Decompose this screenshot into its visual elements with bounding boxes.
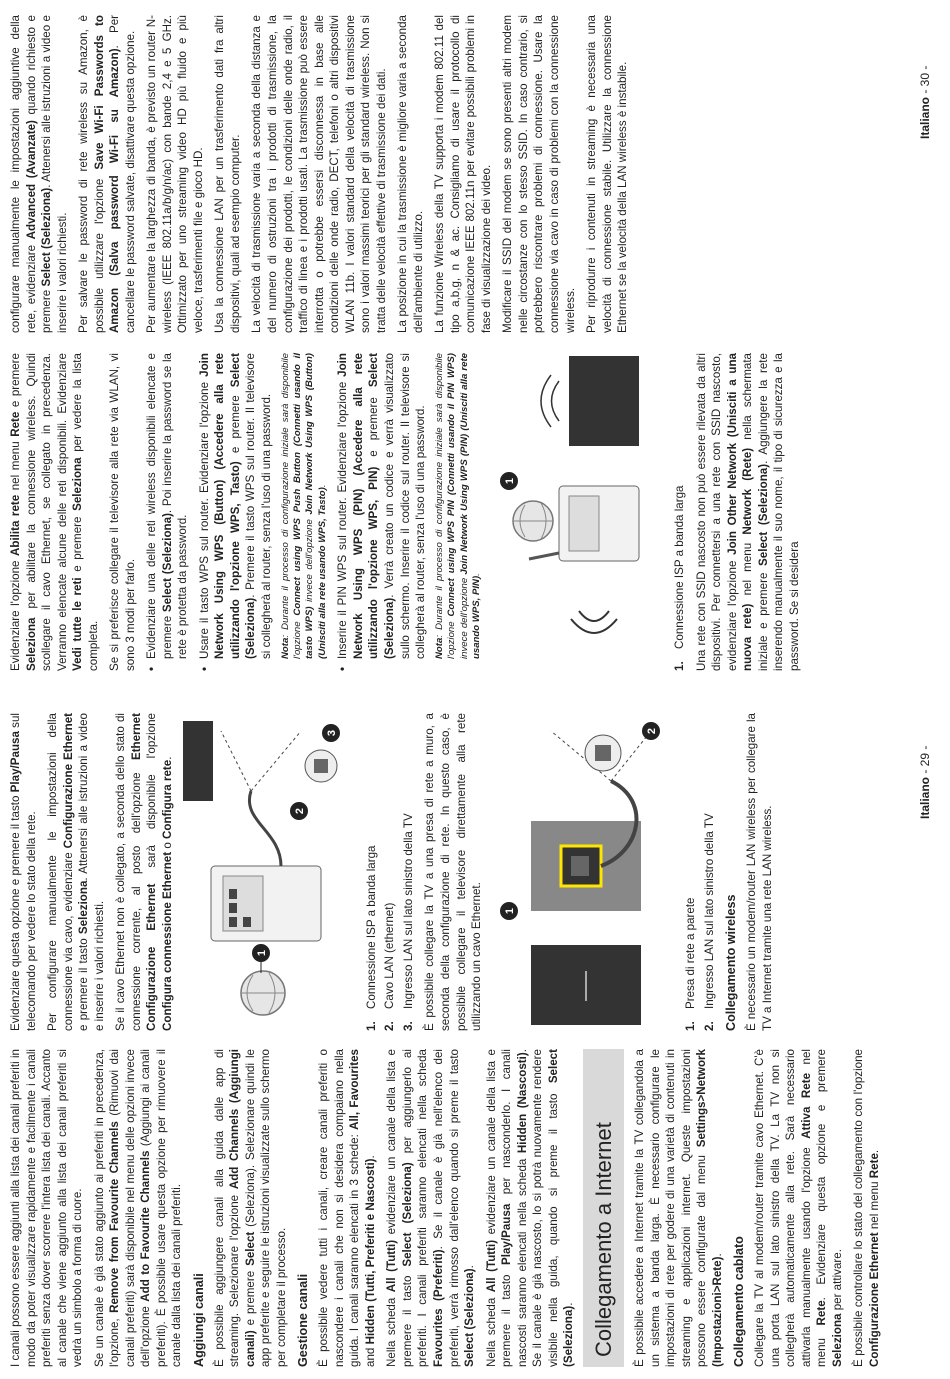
paragraph: Evidenziare questa opzione e premere il tasto Play/Pausa sul telecomando per vedere lo stato della rete. [9,713,38,1031]
paragraph: È possibile vedere tutti i canali, creare canali preferiti o nascondere i canali che non si desidera compaiano nella guida. I canali saranno elencati in 3 schede: All, Favourites and Hidden (Tutti, Preferiti e Nascosti). [317,1049,377,1367]
paragraph: Nella scheda All (Tutti) evidenziare un canale della lista e premere il tasto Play/Pausa per nasconderlo. I canali nascosti saranno elencati nella scheda Hidden (Nascosti). Se il canale è già nascosto, lo si potrà nuovamente rendere visibile nella guida, quando si preme il tasto Select (Seleziona). [484,1048,576,1367]
page-number-29: Italiano - 29 - [918,745,932,819]
paragraph: Evidenziare l'opzione Abilita rete nel menu Rete e premere Seleziona per abilitare la connessione wireless. Quindi scollegare il cavo Ethernet, se collegato in precedenza. Verranno elencate alcune delle reti disponibili. Evidenziare Vedi tutte le reti e premere Seleziona per vedere la lista completa. [9,353,100,671]
paragraph: I canali possono essere aggiunti alla lista dei canali preferiti in modo da poter visualizzare rapidamente e facilmente i canali preferiti senza dover scorrere l'intera lista dei canali. Accanto al canale che viene aggiunto alla lista dei canali preferiti si vedrà un simbolo a forma di cuore. [9,1049,85,1367]
svg-text:1: 1 [504,477,517,485]
callout-2-icon [290,802,308,820]
heading-collegamento-wireless: Collegamento wireless [724,894,739,1031]
list-item: • Evidenziare una delle reti wireless disponibili elencate e premere Select (Seleziona). Poi inserire la password se la rete è protetta da password. [144,353,191,671]
wall-legend-list [683,713,717,1031]
paragraph: Se il cavo Ethernet non è collegato, a seconda dello stato di connessione corrente, al posto dell'opzione Ethernet Configurazione Ethernet sarà disponibile l'opzione Configura connessione Ethernet o Configura rete. [114,712,174,1031]
callout-1-icon [252,944,270,973]
paragraph: È possibile aggiungere canali alla guida dalle app di streaming. Selezionare l'opzione Add Channels (Aggiungi canali) e premere Select (Seleziona). Selezionare quindi le app preferite e seguire le istruzioni visualizzate sullo schermo per completare il processo. [212,1048,288,1367]
paragraph: Nella scheda All (Tutti) evidenziare un canale della lista e premere il tasto Select (Seleziona) per aggiungerlo ai preferiti. I canali preferiti saranno elencati nella scheda Favourites (Preferiti). Se il canale è già nell'elenco dei preferiti, verrà rimosso dall'elenco quando si preme il tasto Select (Seleziona). [385,1048,477,1367]
svg-text:2: 2 [294,807,307,815]
paragraph: Per salvare le password di rete wireless su Amazon, è possibile utilizzare l'opzione Save Wi-Fi Passwords to Amazon (Salva password Wi-Fi su Amazon). Per cancellare le password salvate, disattivare questa opzione. [77,14,137,333]
column-3 [8,353,808,671]
section-banner: Collegamento a Internet [583,1049,624,1367]
tv-icon [569,356,639,446]
list-item: 1.Connessione ISP a banda larga [672,485,686,671]
paragraph: La posizione in cui la trasmissione è migliore varia a seconda dell'ambiente di utilizzo. [396,15,425,333]
list-item: • Inserire il PIN WPS sul router. Evidenziare l'opzione Join Network Using WPS (PIN) (Accedere alla rete utilizzando l'opzione WPS, PIN) e premere Select (Seleziona). Verrà creato un codice e verrà visualizzato sullo schermo. Inserire il codice sul router. Il televisore si collegherà al router, senza l'uso di una password. Nota: Durante il processo di configurazione iniziale sarà disponibile l'opzione Connect using WPS PIN (Connetti usando il PIN WPS) invece dell'opzione Join Network Using WPS (PIN) (Unisciti alla rete usando WPS, PIN). [335,353,483,671]
svg-text:1: 1 [503,907,516,915]
paragraph: È possibile accedere a Internet tramite la TV collegandola a un sistema a banda larga. È necessario configurare le impostazioni di rete per godere di una varietà di contenuti in streaming e applicazioni internet. Queste impostazioni possono essere configurate dal menu Settings>Network (Impostazioni>Rete). [633,1049,724,1367]
callout-2-icon [642,722,660,740]
page-number-30: Italiano - 30 - [918,65,932,139]
paragraph: Usa la connessione LAN per un trasferimento dati fra altri dispositivi, quali ad esempio computer. [213,15,242,333]
list-item: 1.Presa di rete a parete [684,897,698,1031]
paragraph: Per aumentare la larghezza di banda, è previsto un router N-wireless (IEEE 802.11a/b/g/n/ac) con bande 2,4 e 5 GHz. Ottimizzato per uno streaming video HD più fluido e più veloce, trasferimenti file e gioco HD. [145,15,205,333]
column-2 [8,713,781,1031]
lan-port-icon [305,750,337,782]
wall-diagram-svg [491,713,671,1031]
globe-icon [241,971,285,1015]
list-item: • Usare il tasto WPS sul router. Evidenziare l'opzione Join Network Using WPS (Button) (Accedere alla rete utilizzando l'opzione WPS, Tasto) e premere Select (Seleziona). Premere il tasto WPS sul router. Il televisore si collegherà al router, senza l'uso di una password. Nota: Durante il processo di configurazione iniziale sarà disponibile l'opzione Connect using WPS Push Button (Connetti usando il tasto WPS) invece dell'opzione Join Network Using WPS (Button) (Unisciti alla rete usando WPS, Tasto). [197,353,330,671]
list-item: 2.Ingresso LAN sul lato sinistro della TV [702,813,716,1031]
lan-cable-icon [221,731,301,866]
column-4 [8,15,637,333]
globe-icon [513,501,553,541]
note: Nota: Durante il processo di configurazione iniziale sarà disponibile l'opzione Connect using WPS Push Button (Connetti usando il tasto WPS) invece dell'opzione Join Network Using WPS (Button) (Unisciti alla rete usando WPS, Tasto). [279,353,328,659]
heading-collegamento-cablato: Collegamento cablato [732,1236,747,1367]
wireless-connection-diagram [489,353,664,671]
wlan-methods-list [144,353,483,671]
list-item: 1.Connessione ISP a banda larga [364,845,378,1031]
paragraph: È possibile controllare lo stato del collegamento con l'opzione Configurazione Ethernet nel menu Rete. [852,1049,881,1367]
paragraph: Se un canale è già stato aggiunto ai preferiti in precedenza, l'opzione, Remove from Favourite Channels (Rimuovi dai canali preferiti) sarà disponibile nel menu delle opzioni invece dell'opzione Add to Favourite Channels (Aggiungi ai canali preferiti). È possibile usare questa opzione per rimuovere il canale dalla lista dei canali preferiti. [92,1049,184,1367]
paragraph: configurare manualmente le impostazioni aggiuntive della rete, evidenziare Advanced (Avanzate) quando richiesto e premere Select (Seleziona). Attenersi alle istruzioni a video e inserire i valori richiesti. [9,15,69,333]
svg-text:3: 3 [326,729,339,737]
wired-legend-list [364,713,417,1031]
paragraph: La velocità di trasmissione varia a seconda della distanza e del numero di ostruzioni tra i prodotti di trasmissione, la configurazione dei prodotti, le condizioni delle onde radio, il traffico di linea e i prodotti usati. La trasmissione può essere interrotta o potrebbe essersi disconnessa in base alle condizioni delle onde radio, DECT, telefoni o altri dispositivi WLAN 11b. I valori standard della velocità di trasmissione sono i valori massimi teorici per gli standard wireless. Non si tratta delle velocità effettive di trasmissione dei dati. [250,15,388,333]
tv-icon [531,945,641,1025]
wireless-legend-list [672,353,688,671]
paragraph: Collegare la TV al modem/router tramite cavo Ethernet. C'è una porta LAN sul lato sinistro della TV. La TV non si collegherà automaticamente alla rete. Sarà necessario attivarla manualmente usando l'opzione Attiva Rete nel menu Rete. Evidenziare questa opzione e premere Seleziona per attivare. [753,1049,844,1367]
router-icon [211,866,321,941]
wall-socket-icon [531,821,641,911]
wall-socket-diagram [491,713,676,1031]
list-item: 2.Cavo LAN (ethernet) [383,902,397,1031]
svg-text:2: 2 [645,727,658,735]
wired-diagram-svg [181,713,351,1031]
svg-text:1: 1 [256,949,269,957]
wired-connection-diagram [181,713,356,1031]
heading-gestione-canali: Gestione canali [296,1273,311,1367]
tv-icon [183,721,213,801]
paragraph: Una rete con SSID nascosto non può essere rilevata da altri dispositivi. Per connettersi a una rete con SSID nascosto, evidenziare l'opzione Join Other Network (Unisciti a una nuova rete) nel menu Network (Rete) nella schermata iniziale e premere Select (Seleziona). Aggiungere la rete inserendo manualmente il suo nome, il tipo di sicurezza e la password. Se si desidera [694,352,801,671]
paragraph: La funzione Wireless della TV supporta i modem 802.11 del tipo a,b,g, n & ac. Consigliamo di usare il protocollo di comunicazione IEEE 802.11n per evitare possibili problemi in fase di visualizzazione dei video. [433,15,493,333]
note: Nota: Durante il processo di configurazione iniziale sarà disponibile l'opzione Connect using WPS PIN (Connetti usando il PIN WPS) invece dell'opzione Join Network Using WPS (PIN) (Unisciti alla rete usando WPS, PIN). [433,352,482,659]
heading-aggiungi-canali: Aggiungi canali [191,1273,206,1367]
callout-3-icon [322,724,340,742]
callout-1-icon [500,472,518,490]
paragraph: Se si preferisce collegare il televisore alla rete via WLAN, vi sono 3 modi per farlo. [108,353,137,671]
callout-1-icon [500,902,518,920]
paragraph: Per configurare manualmente le impostazioni della connessione via cavo, evidenziare Configurazione Ethernet e premere il tasto Seleziona. Attenersi alle istruzioni a video e inserire i valori richiesti. [46,712,106,1031]
paragraph: È possibile collegare la TV a una presa di rete a muro, a seconda della configurazione di rete. In questo caso, è possibile collegare il televisore direttamente alla rete utilizzando un cavo Ethernet. [423,713,484,1031]
paragraph: Modificare il SSID del modem se sono presenti altri modem nelle circostanze con lo stesso SSID. In caso contrario, si potrebbero riscontrare problemi di connessione. Usare la connessione via cavo in caso di problemi con la connessione wireless. [501,15,577,333]
lan-port-icon [585,735,621,771]
paragraph: Per riprodurre i contenuti in streaming è necessaria una velocità di connessione stabile. Utilizzare la connessione Ethernet se la velocità della LAN wireless è instabile. [585,15,630,333]
wireless-diagram-svg [489,353,659,671]
list-item: 3.Ingresso LAN sul lato sinistro della TV [401,813,415,1031]
paragraph: È necessario un modem/router LAN wireless per collegare la TV a Internet tramite una rete LAN wireless. [745,713,774,1031]
column-1 [8,1049,889,1367]
